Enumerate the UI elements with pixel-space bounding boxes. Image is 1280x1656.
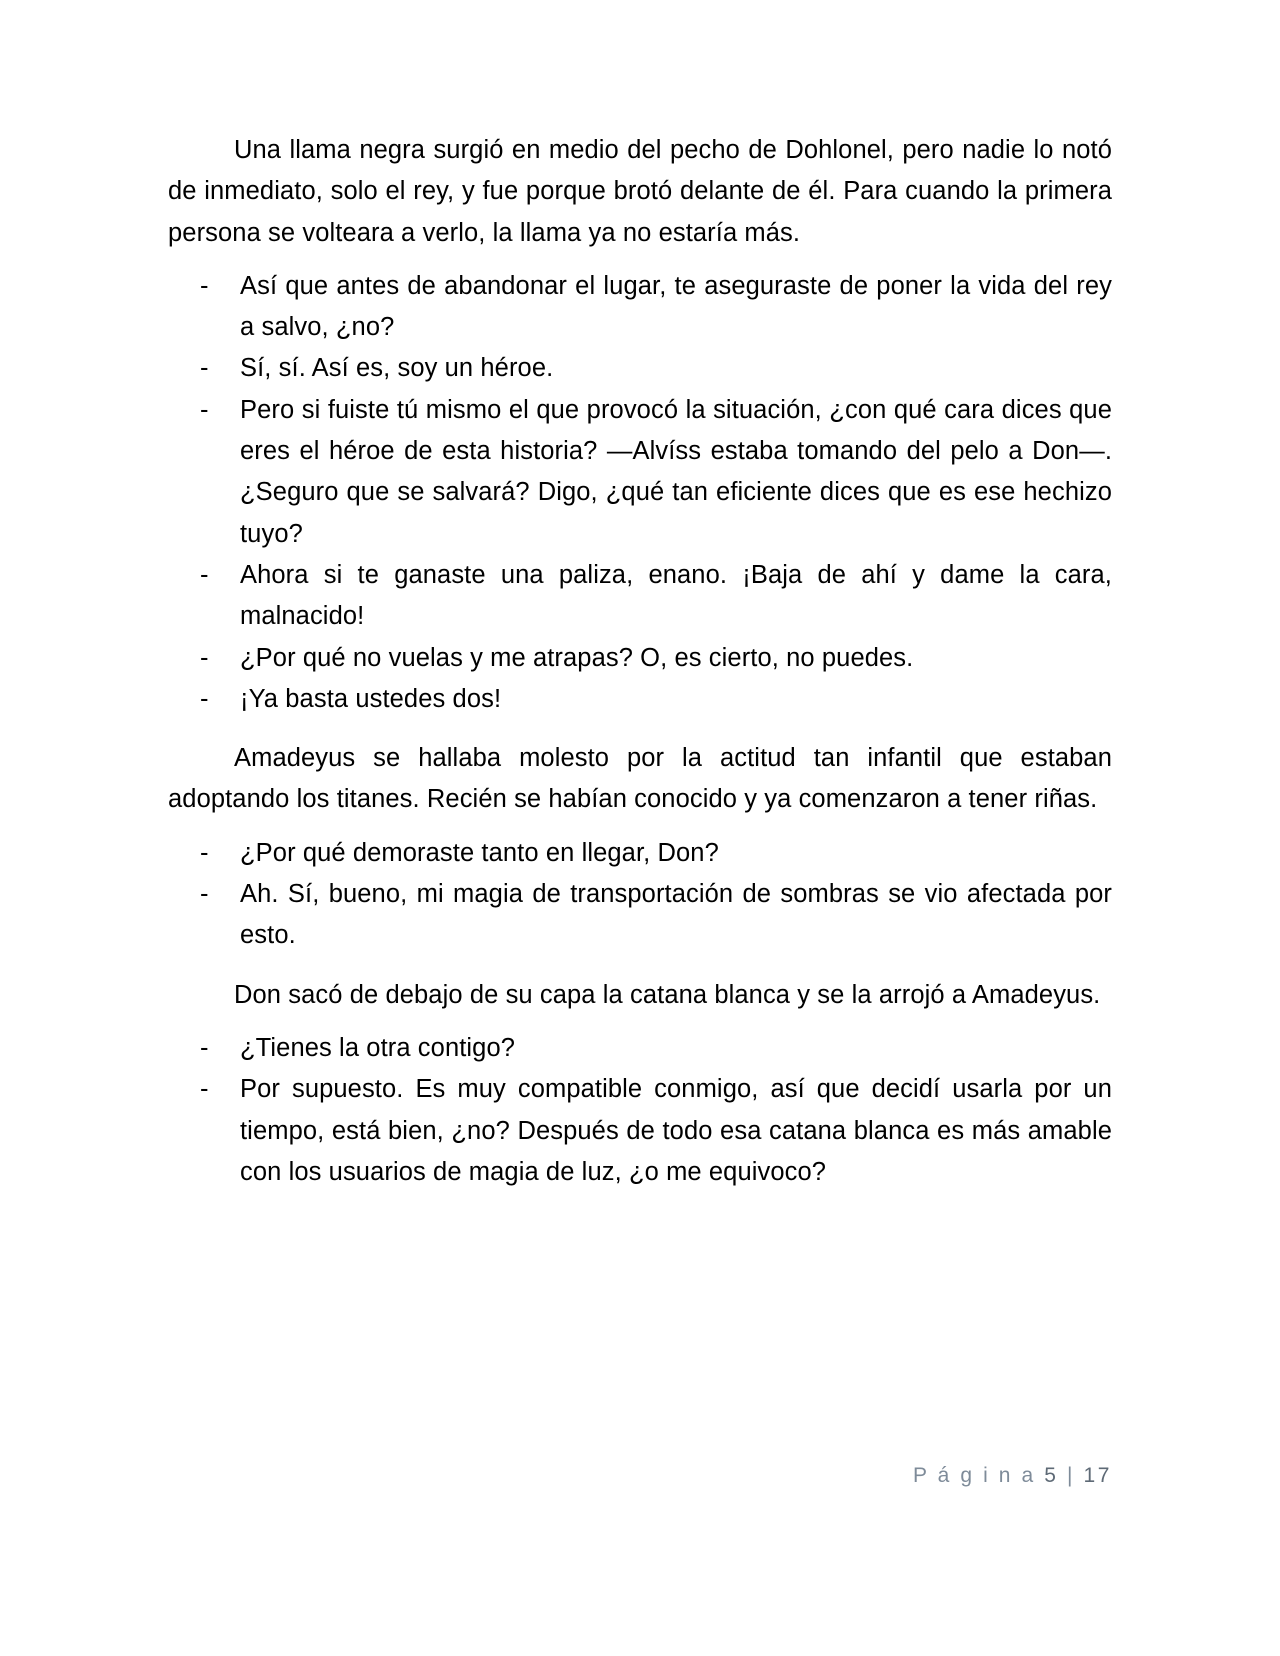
list-item-text: Sí, sí. Así es, soy un héroe. bbox=[240, 354, 554, 383]
list-item-text: Pero si fuiste tú mismo el que provocó la situación, ¿con qué cara dices que eres el héroe de esta historia? —Alvíss estaba tomando del pelo a Don—. ¿Seguro que se salvará? Digo, ¿qué tan eficiente dices que es ese hechizo tuyo? bbox=[240, 395, 1112, 548]
list-item-text: ¿Por qué no vuelas y me atrapas? O, es cierto, no puedes. bbox=[240, 643, 914, 672]
dash-bullet-icon: - bbox=[200, 395, 209, 424]
dash-bullet-icon: - bbox=[200, 1033, 209, 1062]
list-item bbox=[168, 833, 1112, 874]
paragraph-1: Una llama negra surgió en medio del pecho de Dohlonel, pero nadie lo notó de inmediato, solo el rey, y fue porque brotó delante de él. Para cuando la primera persona se volteara a verlo, la llama ya no estaría más. bbox=[168, 136, 1112, 247]
list-item-text: ¿Tienes la otra contigo? bbox=[240, 1033, 516, 1062]
dash-bullet-icon: - bbox=[200, 1075, 209, 1104]
list-item bbox=[168, 555, 1112, 638]
list-item bbox=[168, 874, 1112, 957]
dash-bullet-icon: - bbox=[200, 560, 209, 589]
list-item bbox=[168, 1028, 1112, 1069]
spacer bbox=[168, 821, 1112, 833]
footer-total-pages: 17 bbox=[1083, 1464, 1112, 1487]
list-item bbox=[168, 348, 1112, 389]
list-item-text: ¡Ya basta ustedes dos! bbox=[240, 684, 502, 713]
list-item bbox=[168, 1069, 1112, 1193]
dialogue-list-3 bbox=[168, 1028, 1112, 1193]
list-item-text: Por supuesto. Es muy compatible conmigo, así que decidí usarla por un tiempo, está bien, ¿no? Después de todo esa catana blanca es más amable con los usuarios de magia de luz, ¿o me equivoco? bbox=[240, 1075, 1112, 1186]
dialogue-list-2 bbox=[168, 833, 1112, 957]
page-footer bbox=[168, 1464, 1112, 1488]
dash-bullet-icon: - bbox=[200, 684, 209, 713]
paragraph-2: Amadeyus se hallaba molesto por la actitud tan infantil que estaban adoptando los titanes. Recién se habían conocido y ya comenzaron a tener riñas. bbox=[168, 744, 1112, 814]
paragraph-3: Don sacó de debajo de su capa la catana blanca y se la arrojó a Amadeyus. bbox=[234, 980, 1101, 1009]
list-item bbox=[168, 638, 1112, 679]
dash-bullet-icon: - bbox=[200, 354, 209, 383]
footer-separator: | bbox=[1066, 1464, 1075, 1487]
dash-bullet-icon: - bbox=[200, 880, 209, 909]
list-item bbox=[168, 266, 1112, 349]
document-body bbox=[168, 130, 1112, 1193]
spacer bbox=[168, 957, 1112, 975]
dialogue-list-1 bbox=[168, 266, 1112, 720]
dash-bullet-icon: - bbox=[200, 643, 209, 672]
footer-label: P á g i n a bbox=[912, 1464, 1036, 1487]
spacer bbox=[168, 720, 1112, 738]
list-item-text: Ahora si te ganaste una paliza, enano. ¡Baja de ahí y dame la cara, malnacido! bbox=[240, 560, 1112, 631]
dash-bullet-icon: - bbox=[200, 838, 209, 867]
list-item bbox=[168, 679, 1112, 720]
list-item-text: ¿Por qué demoraste tanto en llegar, Don? bbox=[240, 838, 719, 867]
list-item-text: Así que antes de abandonar el lugar, te aseguraste de poner la vida del rey a salvo, ¿no? bbox=[240, 271, 1112, 342]
dash-bullet-icon: - bbox=[200, 271, 209, 300]
list-item-text: Ah. Sí, bueno, mi magia de transportación de sombras se vio afectada por esto. bbox=[240, 880, 1112, 950]
footer-current-page: 5 bbox=[1044, 1464, 1059, 1487]
spacer bbox=[168, 254, 1112, 266]
list-item bbox=[168, 390, 1112, 555]
spacer bbox=[168, 1016, 1112, 1028]
